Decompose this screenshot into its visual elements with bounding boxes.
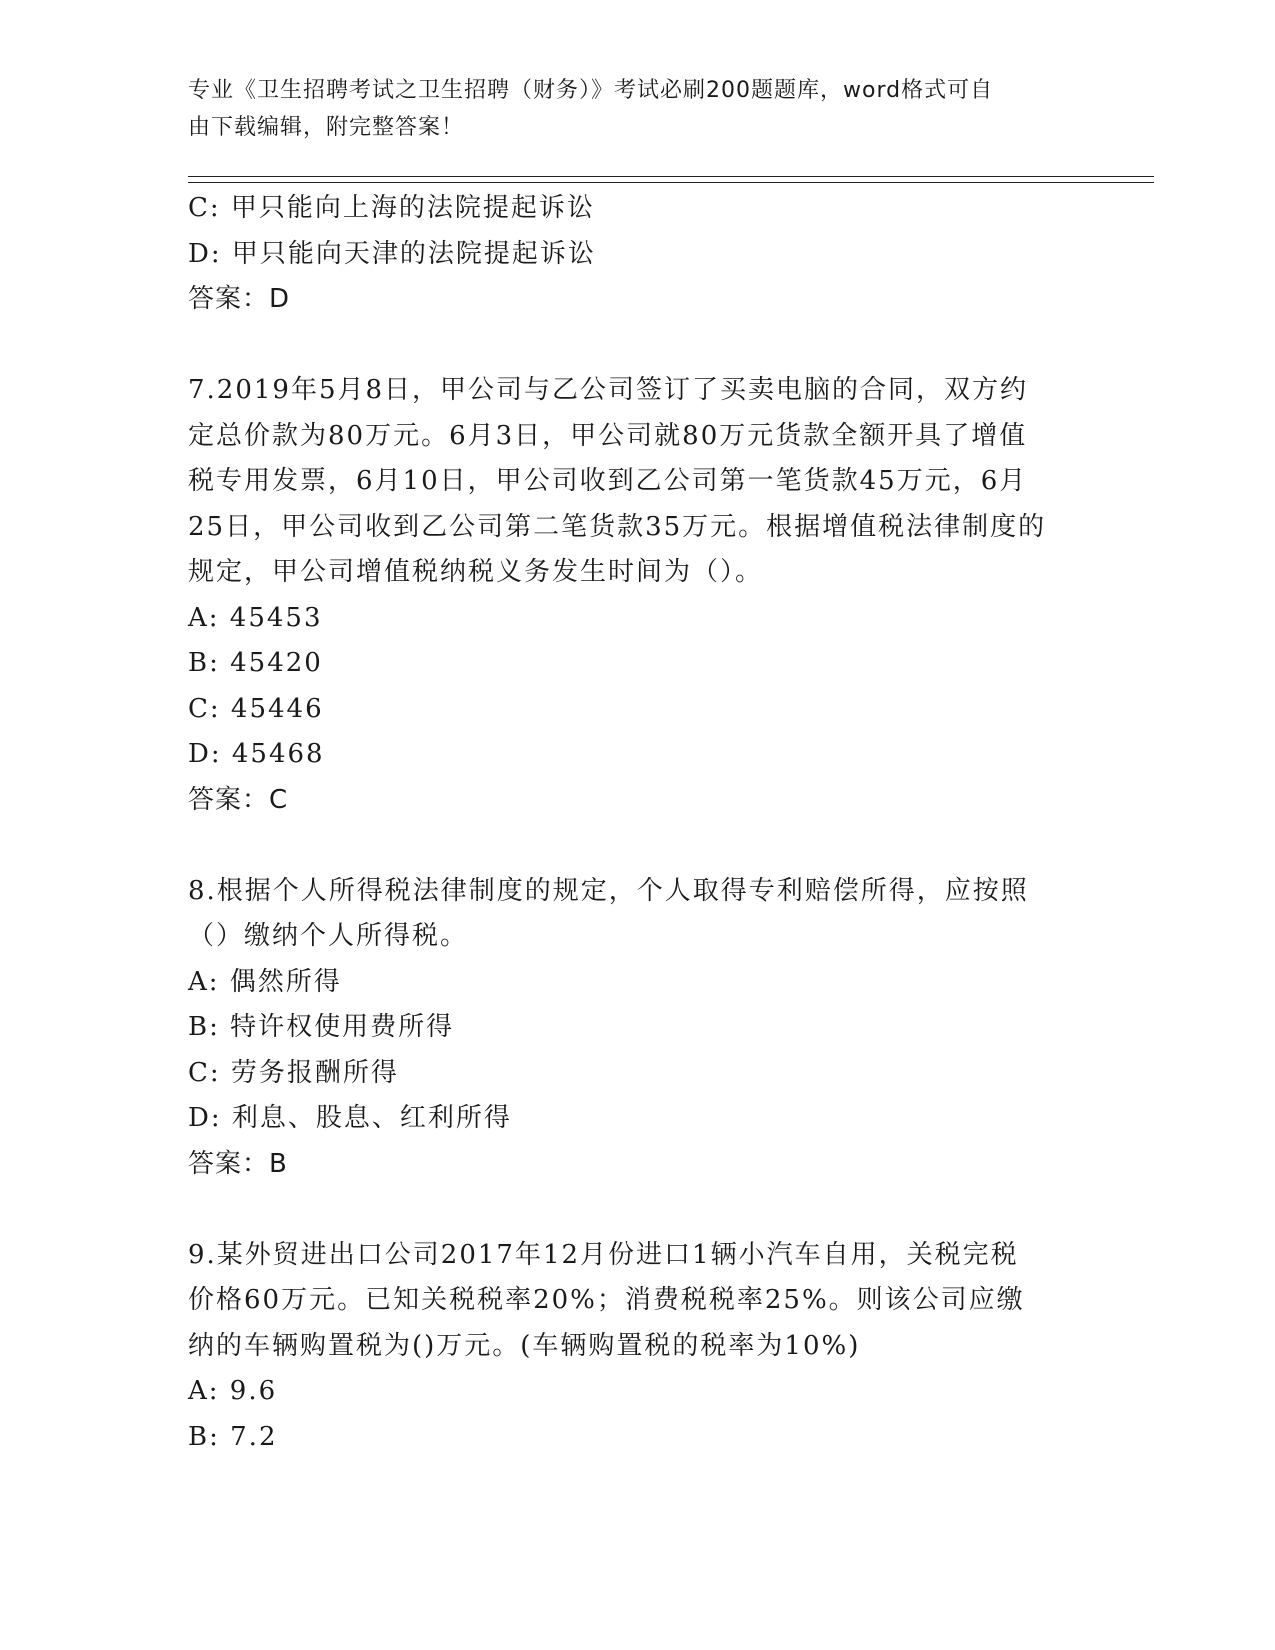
q6-option-d: D: 甲只能向天津的法院提起诉讼	[188, 238, 596, 269]
q7-stem-line-4: 25日，甲公司收到乙公司第二笔货款35万元。根据增值税法律制度的	[188, 511, 1047, 542]
q7-stem-line-2: 定总价款为80万元。6月3日，甲公司就80万元货款全额开具了增值	[188, 420, 1028, 451]
q7-option-a: A: 45453	[188, 602, 323, 633]
q8-option-a: A: 偶然所得	[188, 966, 342, 997]
document-header	[188, 72, 1068, 146]
q8-option-c: C: 劳务报酬所得	[188, 1057, 399, 1088]
q7-option-d: D: 45468	[188, 739, 325, 769]
header-divider-bottom	[188, 182, 1154, 183]
q9-stem-line-1: 9.某外贸进出口公司2017年12月份进口1辆小汽车自用，关税完税	[188, 1239, 1019, 1270]
q7-option-b: B: 45420	[188, 648, 323, 678]
header-divider-top	[188, 176, 1154, 177]
q9-stem-line-3: 纳的车辆购置税为()万元。(车辆购置税的税率为10%)	[188, 1330, 861, 1361]
q8-stem-line-1: 8.根据个人所得税法律制度的规定，个人取得专利赔偿所得，应按照	[188, 875, 1029, 906]
spacer	[188, 823, 1088, 869]
q6-answer: 答案：D	[188, 284, 291, 314]
spacer	[188, 323, 1088, 369]
q7-option-c: C: 45446	[188, 693, 324, 724]
q7-answer: 答案：C	[188, 784, 289, 815]
q8-option-d: D: 利息、股息、红利所得	[188, 1103, 512, 1133]
q8-stem-line-2: （）缴纳个人所得税。	[188, 921, 469, 951]
q7-stem-line-5: 规定，甲公司增值税纳税义务发生时间为（）。	[188, 557, 764, 587]
q7-stem-line-3: 税专用发票，6月10日，甲公司收到乙公司第一笔货款45万元，6月	[188, 466, 1028, 496]
q8-answer: 答案：B	[188, 1148, 288, 1179]
q9-stem-line-2: 价格60万元。已知关税税率20%；消费税税率25%。则该公司应缴	[188, 1285, 1025, 1315]
q9-option-a: A: 9.6	[188, 1376, 278, 1406]
document-body	[188, 186, 1088, 1460]
q8-option-b: B: 特许权使用费所得	[188, 1012, 455, 1042]
q9-option-b: B: 7.2	[188, 1421, 278, 1452]
spacer	[188, 1187, 1088, 1233]
header-title-line-2: 由下载编辑，附完整答案！	[188, 115, 465, 140]
q7-stem-line-1: 7.2019年5月8日，甲公司与乙公司签订了买卖电脑的合同，双方约	[188, 375, 1029, 405]
q6-option-c: C: 甲只能向上海的法院提起诉讼	[188, 193, 595, 223]
header-title-line-1: 专业《卫生招聘考试之卫生招聘（财务）》考试必刷200题题库，word格式可自	[188, 78, 994, 103]
